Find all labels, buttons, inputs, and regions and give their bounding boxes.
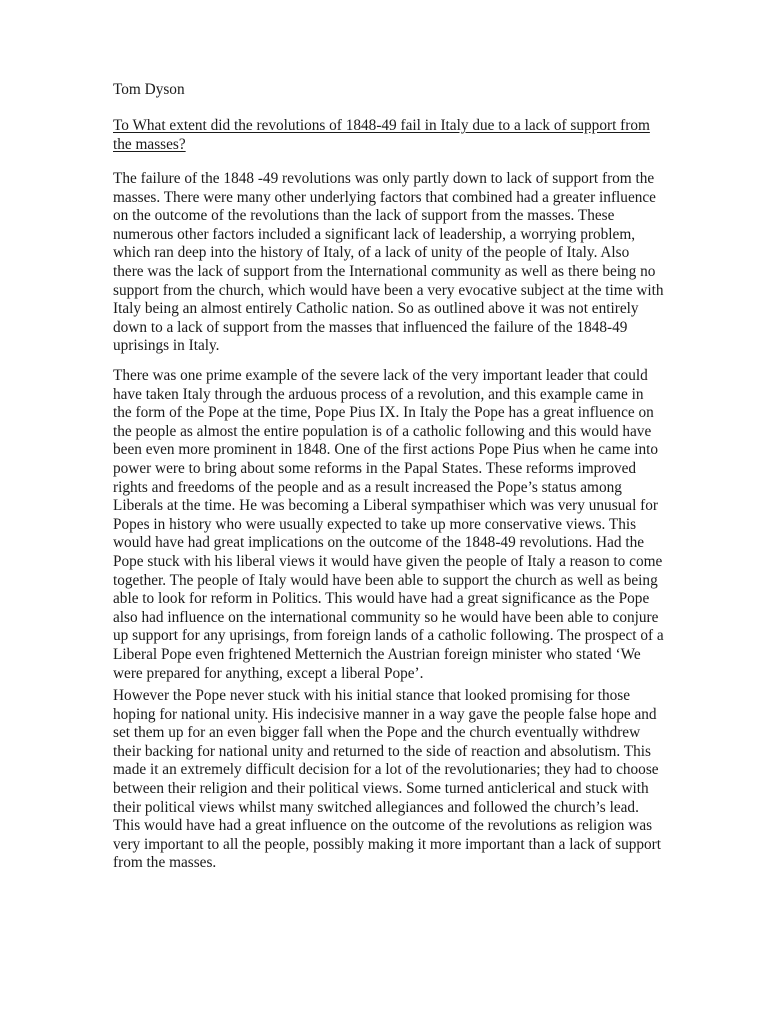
paragraph-pope-leadership [113,367,673,683]
text-line: hoping for national unity. His indecisive manner in a way gave the people false hope and [113,705,657,723]
text-line: Pope stuck with his liberal views it would have given the people of Italy a reason to come [113,552,663,570]
text-line: also had influence on the international community so he would have been able to conjure [113,608,659,626]
text-line: have taken Italy through the arduous process of a revolution, and this example came in [113,385,644,403]
text-line: made it an extremely difficult decision for a lot of the revolutionaries; they had to choose [113,761,659,779]
title-line: To What extent did the revolutions of 1848-49 fail in Italy due to a lack of support from [113,117,650,134]
text-line: power were to bring about some reforms in the Papal States. These reforms improved [113,459,637,477]
text-line: There was one prime example of the severe lack of the very important leader that could [113,367,648,384]
text-line: their political views whilst many switched allegiances and followed the church’s lead. [113,798,639,816]
text-line: down to a lack of support from the masses that influenced the failure of the 1848-49 [113,318,628,336]
text-line: very important to all the people, possibly making it more important than a lack of support [113,835,662,853]
author-name: Tom Dyson [113,81,185,98]
text-line: there was the lack of support from the International community as well as there being no [113,262,656,280]
essay-title [113,117,673,154]
title-line: the masses? [113,135,186,153]
paragraph-intro [113,170,673,356]
text-line: set them up for an even bigger fall when the Pope and the church eventually withdrew [113,724,641,742]
text-line: uprisings in Italy. [113,337,220,355]
text-line: together. The people of Italy would have been able to support the church as well as being [113,571,658,589]
text-line: on the outcome of the revolutions than the lack of support from the masses. These [113,207,615,225]
text-line: rights and freedoms of the people and as a result increased the Pope’s status among [113,478,622,496]
text-line: the form of the Pope at the time, Pope Pius IX. In Italy the Pope has a great influence on [113,404,654,422]
text-line: numerous other factors included a significant lack of leadership, a worrying problem, [113,225,636,243]
text-line: masses. There were many other underlying factors that combined had a greater influence [113,188,656,206]
text-line: This would have had a great influence on the outcome of the revolutions as religion was [113,817,653,835]
text-line: support from the church, which would have been a very evocative subject at the time with [113,281,664,299]
text-line: their backing for national unity and returned to the side of reaction and absolutism. This [113,742,651,760]
text-line: up support for any uprisings, from foreign lands of a catholic following. The prospect of a [113,627,664,645]
text-line: Liberals at the time. He was becoming a Liberal sympathiser which was very unusual for [113,497,658,515]
text-line: However the Pope never stuck with his initial stance that looked promising for those [113,687,631,704]
text-line: been even more prominent in 1848. One of the first actions Pope Pius when he came into [113,441,659,459]
text-line: would have had great implications on the outcome of the 1848-49 revolutions. Had the [113,534,645,552]
text-line: between their religion and their political views. Some turned anticlerical and stuck with [113,779,649,797]
text-line: Popes in history who were usually expected to take up more conservative views. This [113,515,637,533]
text-line: which ran deep into the history of Italy, of a lack of unity of the people of Italy. Also [113,244,630,262]
text-line: from the masses. [113,854,217,872]
text-line: Italy being an almost entirely Catholic nation. So as outlined above it was not entirely [113,300,639,318]
paragraph-pope-withdrawal [113,687,673,873]
text-line: were prepared for anything, except a liberal Pope’. [113,664,424,682]
text-line: The failure of the 1848 -49 revolutions was only partly down to lack of support from the [113,170,655,187]
text-line: the people as almost the entire population is of a catholic following and this would have [113,422,652,440]
text-line: Liberal Pope even frightened Metternich the Austrian foreign minister who stated ‘We [113,645,641,663]
text-line: able to look for reform in Politics. This would have had a great significance as the Pope [113,590,650,608]
